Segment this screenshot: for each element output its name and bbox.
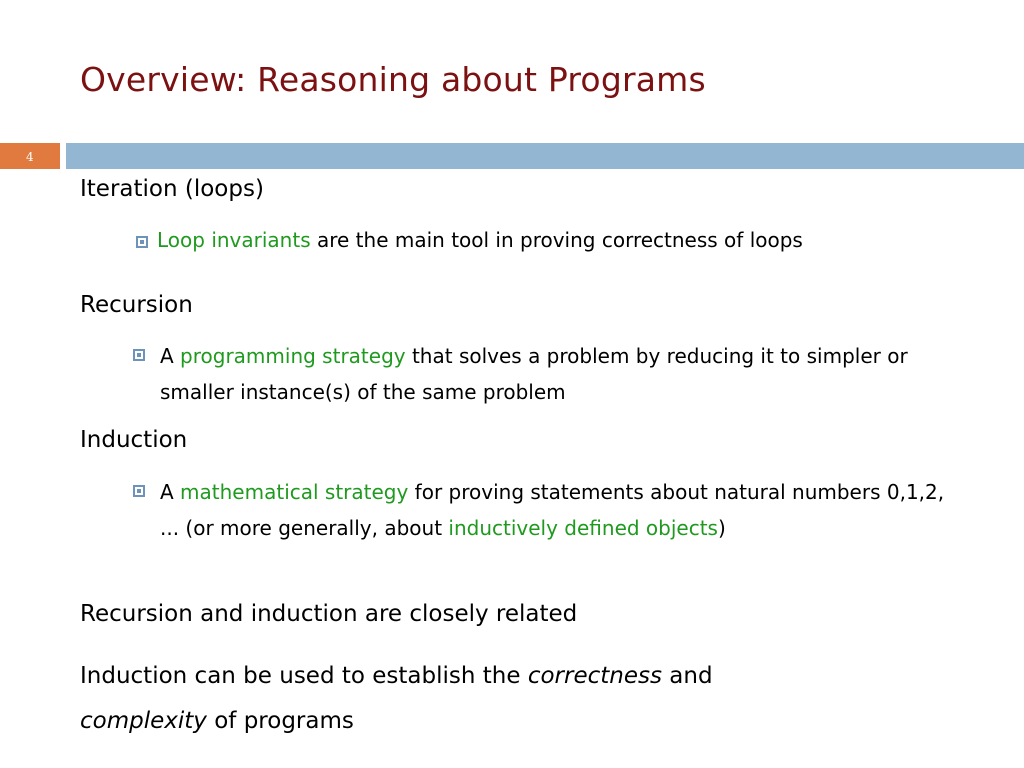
subpoint-text: ) (717, 516, 726, 540)
subpoint-text: A (160, 480, 181, 504)
highlight-mathematical-strategy: mathematical strategy (180, 480, 409, 504)
subpoint-recursion (160, 338, 960, 410)
subpoint-loop-invariants (157, 222, 957, 258)
heading-recursion-induction-related: Recursion and induction are closely related (80, 601, 578, 627)
subpoint-text: A (160, 344, 181, 368)
bullet-square-icon (136, 236, 148, 248)
heading-induction: Induction (80, 427, 188, 453)
emphasis-correctness: correctness (527, 663, 662, 689)
title-rule-bar (66, 143, 1024, 169)
heading-induction-usage (80, 654, 713, 744)
emphasis-complexity: complexity (80, 708, 207, 734)
slide-number: 4 (0, 143, 60, 169)
bullet-square-icon (133, 349, 145, 361)
heading-text: Induction can be used to establish the (80, 663, 528, 689)
slide-title: Overview: Reasoning about Programs (80, 60, 706, 99)
subpoint-text: that solves a problem by reducing it to simpler or smaller instance(s) of the same problem (160, 344, 908, 404)
highlight-inductively-defined-objects: inductively defined objects (448, 516, 718, 540)
subpoint-induction (160, 474, 960, 546)
heading-iteration: Iteration (loops) (80, 176, 264, 202)
heading-text: and (661, 663, 713, 689)
highlight-programming-strategy: programming strategy (180, 344, 406, 368)
subpoint-text: for proving statements about natural numbers 0,1,2, ... (or more generally, about (160, 480, 945, 540)
heading-recursion: Recursion (80, 292, 193, 318)
highlight-loop-invariants: Loop invariants (157, 228, 311, 252)
heading-text: of programs (206, 708, 354, 734)
subpoint-text: are the main tool in proving correctness of loops (310, 228, 803, 252)
bullet-square-icon (133, 485, 145, 497)
